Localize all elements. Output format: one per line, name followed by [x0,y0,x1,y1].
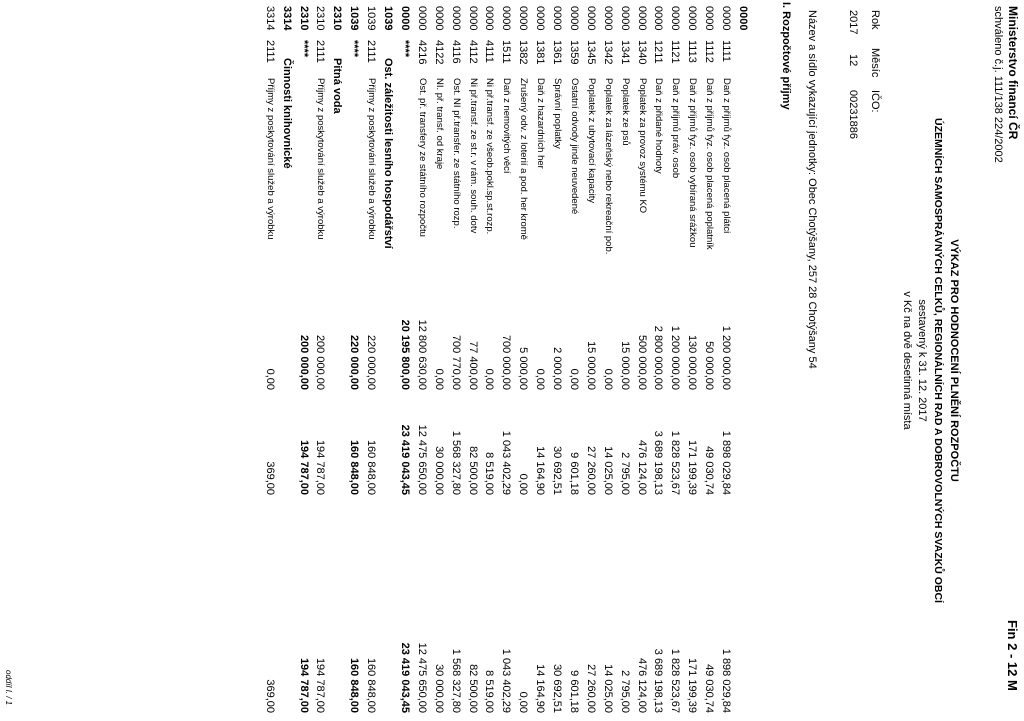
item-code: 2111 [314,40,327,63]
table-row [581,0,597,721]
adjusted-budget: 369,00 [263,461,276,495]
paragraph-code: 0000 [635,6,648,31]
item-description: Daň z přidané hodnoty [653,78,665,174]
table-row [361,0,377,721]
value-ico: 00231886 [847,90,859,139]
approved-budget: 2 000,00 [551,347,564,390]
label-month: Měsíc [869,48,881,78]
table-row [429,0,445,721]
report-title: VÝKAZ PRO HODNOCENÍ PLNĚNÍ ROZPOČTU [948,239,960,482]
actual-result: 476 124,00 [635,657,648,713]
table-row [682,0,698,721]
table-row [311,0,327,721]
paragraph-code: 3314 [263,6,276,31]
paragraph-code: 0000 [551,6,564,31]
table-row [547,0,563,721]
item-code: 2111 [365,40,378,63]
adjusted-budget: 14 164,90 [534,446,547,495]
item-code: 1113 [686,40,699,63]
actual-result: 369,00 [263,679,276,713]
approved-budget: 700 000,00 [500,334,513,390]
approved-budget: 12 800 630,00 [415,319,428,390]
table-row [632,0,648,721]
approved-budget: 0,00 [432,368,445,390]
reporting-entity: Název a sídlo vykazující jednotky: Obec Chotýšany, 257 28 Chotýšany 54 [806,10,818,369]
item-code: 4116 [449,40,462,64]
item-code: 1382 [517,40,530,65]
value-month: 12 [847,54,859,67]
adjusted-budget: 1 828 523,67 [669,430,682,495]
approved-budget: 130 000,00 [686,334,699,390]
table-row [496,0,512,721]
report-units: v Kč na dvě desetinná místa [901,291,913,430]
item-description: Ost. př. transfery ze státního rozpočtu [416,78,428,237]
item-description: Ost. záležitosti lesního hospodářství [382,58,395,249]
adjusted-budget: 9 601,18 [568,452,580,495]
adjusted-budget: 14 025,00 [601,446,614,495]
item-code: 4111 [483,40,496,63]
actual-result: 171 199,39 [686,657,699,713]
table-row [530,0,546,721]
adjusted-budget: 23 419 043,45 [399,424,411,495]
item-code: 1211 [652,40,665,64]
table-row [446,0,462,721]
label-ico: IČO: [869,90,881,113]
item-code: 1340 [635,40,648,65]
report-subtitle: ÚZEMNÍCH SAMOSPRÁVNÝCH CELKŮ, REGIONÁLNÍCH RAD A DOBROVOLNÝCH SVAZKŮ OBCÍ [932,118,944,603]
item-description: Daň z příjmů fyz. osob placená poplatník [704,78,716,250]
item-code: **** [399,40,411,58]
table-row [649,0,665,721]
item-code: 1121 [669,40,682,64]
table-row [463,0,479,721]
paragraph-code: 2310 [297,6,310,31]
adjusted-budget: 49 030,74 [703,446,716,495]
paragraph-code: 0000 [432,6,445,31]
adjusted-budget: 1 898 029,84 [720,430,733,495]
adjusted-budget: 194 787,00 [314,439,327,495]
paragraph-code: 1039 [348,6,361,31]
actual-result: 23 419 043,45 [399,642,411,713]
table-row [260,0,276,721]
item-code: 1112 [703,40,716,63]
actual-result: 27 260,00 [584,664,597,713]
approved-budget: 1 200 000,00 [720,325,733,390]
approved-budget: 5 000,00 [517,347,530,390]
paragraph-code: 0000 [415,6,428,31]
item-description: Poplatek za lázeňský nebo rekreační pob. [602,78,614,255]
item-description: Ni př.transf. ze st.r. v rám. souh. dotv [467,78,479,234]
table-section-row [378,0,394,721]
label-year: Rok [869,10,881,30]
paragraph-code: 3314 [280,6,293,31]
approved-budget: 15 000,00 [618,341,631,390]
item-code: 4216 [415,40,428,65]
approved-budget: 0,00 [601,368,614,390]
paragraph-code: 0000 [534,6,547,31]
table-row [716,0,732,721]
approved-budget: 500 000,00 [635,334,648,390]
approved-budget: 0,00 [263,368,276,390]
approved-budget: 20 195 800,00 [399,319,411,390]
paragraph-code: 0000 [399,6,411,31]
paragraph-code: 1039 [382,6,395,31]
paragraph-code: 0000 [720,6,733,31]
table-row [598,0,614,721]
item-description: Příjmy z poskytování služeb a výrobku [264,78,276,240]
paragraph-code: 0000 [652,6,665,31]
approved-budget: 50 000,00 [703,341,716,390]
adjusted-budget: 1 043 402,29 [500,430,513,495]
item-code: 1345 [584,40,597,65]
actual-result: 9 601,18 [568,670,580,713]
form-code: Fin 2 - 12 M [1005,620,1020,691]
paragraph-code: 0000 [601,6,614,31]
paragraph-code: 0000 [568,6,580,31]
item-description: Správní poplatky [552,78,564,149]
actual-result: 1 043 402,29 [500,648,513,713]
table-row [615,0,631,721]
value-year: 2017 [847,10,859,35]
approved-budget: 220 000,00 [365,334,378,390]
paragraph-code: 0000 [618,6,631,31]
actual-result: 1 568 327,80 [449,648,462,713]
page-footer: oddíl I. / 1 [4,670,13,706]
approved-budget: 200 000,00 [314,334,327,390]
item-description: Poplatek z ubytovací kapacity [585,78,597,204]
paragraph-code: 0000 [737,6,749,31]
actual-result: 1 828 523,67 [669,648,682,713]
table-row [412,0,428,721]
item-code: 1111 [720,40,733,63]
report-date: sestavený k 31. 12. 2017 [916,299,928,422]
item-code: **** [348,40,361,58]
actual-result: 2 795,00 [618,670,631,713]
actual-result: 1 898 029,84 [720,648,733,713]
item-description: Příjmy z poskytování služeb a výrobku [315,78,327,240]
table-subtotal-row [294,0,310,721]
approved-budget: 0,00 [483,368,496,390]
actual-result: 14 025,00 [601,664,614,713]
actual-result: 30 692,51 [551,664,564,713]
approved-budget: 77 400,00 [466,341,479,390]
item-description: Ni př.transf. ze všeob.pokl.sp.st.rozp. [484,78,496,235]
item-description: Daň z příjmů fyz. osob placená plátci [721,78,733,234]
actual-result: 8 519,00 [483,670,496,713]
item-code: **** [297,40,310,58]
adjusted-budget: 476 124,00 [635,439,648,495]
actual-result: 82 500,00 [466,664,479,713]
actual-result: 14 164,90 [534,664,547,713]
adjusted-budget: 30 692,51 [551,446,564,495]
table-row [665,0,681,721]
paragraph-code: 0000 [669,6,682,31]
adjusted-budget: 82 500,00 [466,446,479,495]
actual-result: 160 848,00 [348,657,361,713]
paragraph-code: 2310 [314,6,327,31]
table-subtotal-row [344,0,360,721]
item-description: Zrušený odv. z loterií a pod. her kromě [518,78,530,240]
table-row [564,0,580,721]
item-code: 1359 [568,40,580,65]
item-description: Činnosti knihovnické [280,58,293,169]
adjusted-budget: 12 475 650,00 [415,424,428,495]
approved-budget: 200 000,00 [297,334,310,390]
item-code: 2111 [263,40,276,63]
actual-result: 49 030,74 [703,664,716,713]
adjusted-budget: 171 199,39 [686,439,699,495]
actual-result: 0,00 [517,691,530,713]
paragraph-code: 1039 [365,6,378,31]
item-description: Ostatní odvody jinde neuvedené [569,78,580,215]
paragraph-code: 0000 [500,6,513,31]
adjusted-budget: 27 260,00 [584,446,597,495]
approved-budget: 2 800 000,00 [652,325,665,390]
actual-result: 194 787,00 [314,657,327,713]
actual-result: 194 787,00 [297,657,310,713]
paragraph-code: 0000 [483,6,496,31]
item-description: Poplatek ze psů [619,78,631,146]
item-description: Daň z hazardních her [535,78,547,169]
item-description: Daň z příjmů fyz. osob vybíraná srážkou [687,78,699,248]
actual-result: 30 000,00 [432,664,445,713]
adjusted-budget: 160 848,00 [348,439,361,495]
item-code: 1381 [534,40,547,65]
actual-result: 3 689 198,13 [652,648,665,713]
table-row [733,0,749,721]
item-code: 1342 [601,40,614,65]
paragraph-code: 2310 [331,6,344,31]
approved-budget: 15 000,00 [584,341,597,390]
table-row [480,0,496,721]
paragraph-code: 0000 [703,6,716,31]
ministry-name: Ministerstvo financí ČR [1006,6,1020,140]
item-code: 1341 [618,40,631,65]
adjusted-budget: 0,00 [517,473,530,495]
item-code: 1361 [551,40,564,65]
item-code: 4112 [466,40,479,64]
table-section-row [327,0,343,721]
item-description: Daň z nemovitých věcí [501,78,513,174]
approved-budget: 700 770,00 [449,334,462,390]
item-description: NI. př. transf. od kraje [433,78,445,170]
adjusted-budget: 160 848,00 [365,439,378,495]
table-row [699,0,715,721]
adjusted-budget: 1 568 327,80 [449,430,462,495]
item-code: 1511 [500,40,513,64]
actual-result: 160 848,00 [365,657,378,713]
item-description: Poplatek za provoz systému KO [636,78,648,214]
adjusted-budget: 2 795,00 [618,452,631,495]
approved-budget: 0,00 [534,368,547,390]
adjusted-budget: 3 689 198,13 [652,430,665,495]
item-description: Pitná voda [331,58,344,114]
table-section-row [277,0,293,721]
item-code: 4122 [432,40,445,65]
paragraph-code: 0000 [584,6,597,31]
item-description: Příjmy z poskytování služeb a výrobku [366,78,378,240]
approved-budget: 220 000,00 [348,334,361,390]
item-description: Ost. NI př.transfer. ze státního rozp. [450,78,462,229]
section-heading: I. Rozpočtové příjmy [780,2,792,110]
approved-budget: 0,00 [568,368,580,390]
adjusted-budget: 8 519,00 [483,452,496,495]
adjusted-budget: 194 787,00 [297,439,310,495]
actual-result: 12 475 650,00 [415,642,428,713]
paragraph-code: 0000 [686,6,699,31]
paragraph-code: 0000 [449,6,462,31]
approved-budget: 1 200 000,00 [669,325,682,390]
adjusted-budget: 30 000,00 [432,446,445,495]
approval-reference: schváleno č.j. 111/138 224/2002 [992,6,1004,163]
paragraph-code: 0000 [517,6,530,31]
paragraph-code: 0000 [466,6,479,31]
item-description: Daň z příjmů práv. osob [670,78,682,179]
table-row [513,0,529,721]
table-subtotal-row [395,0,411,721]
